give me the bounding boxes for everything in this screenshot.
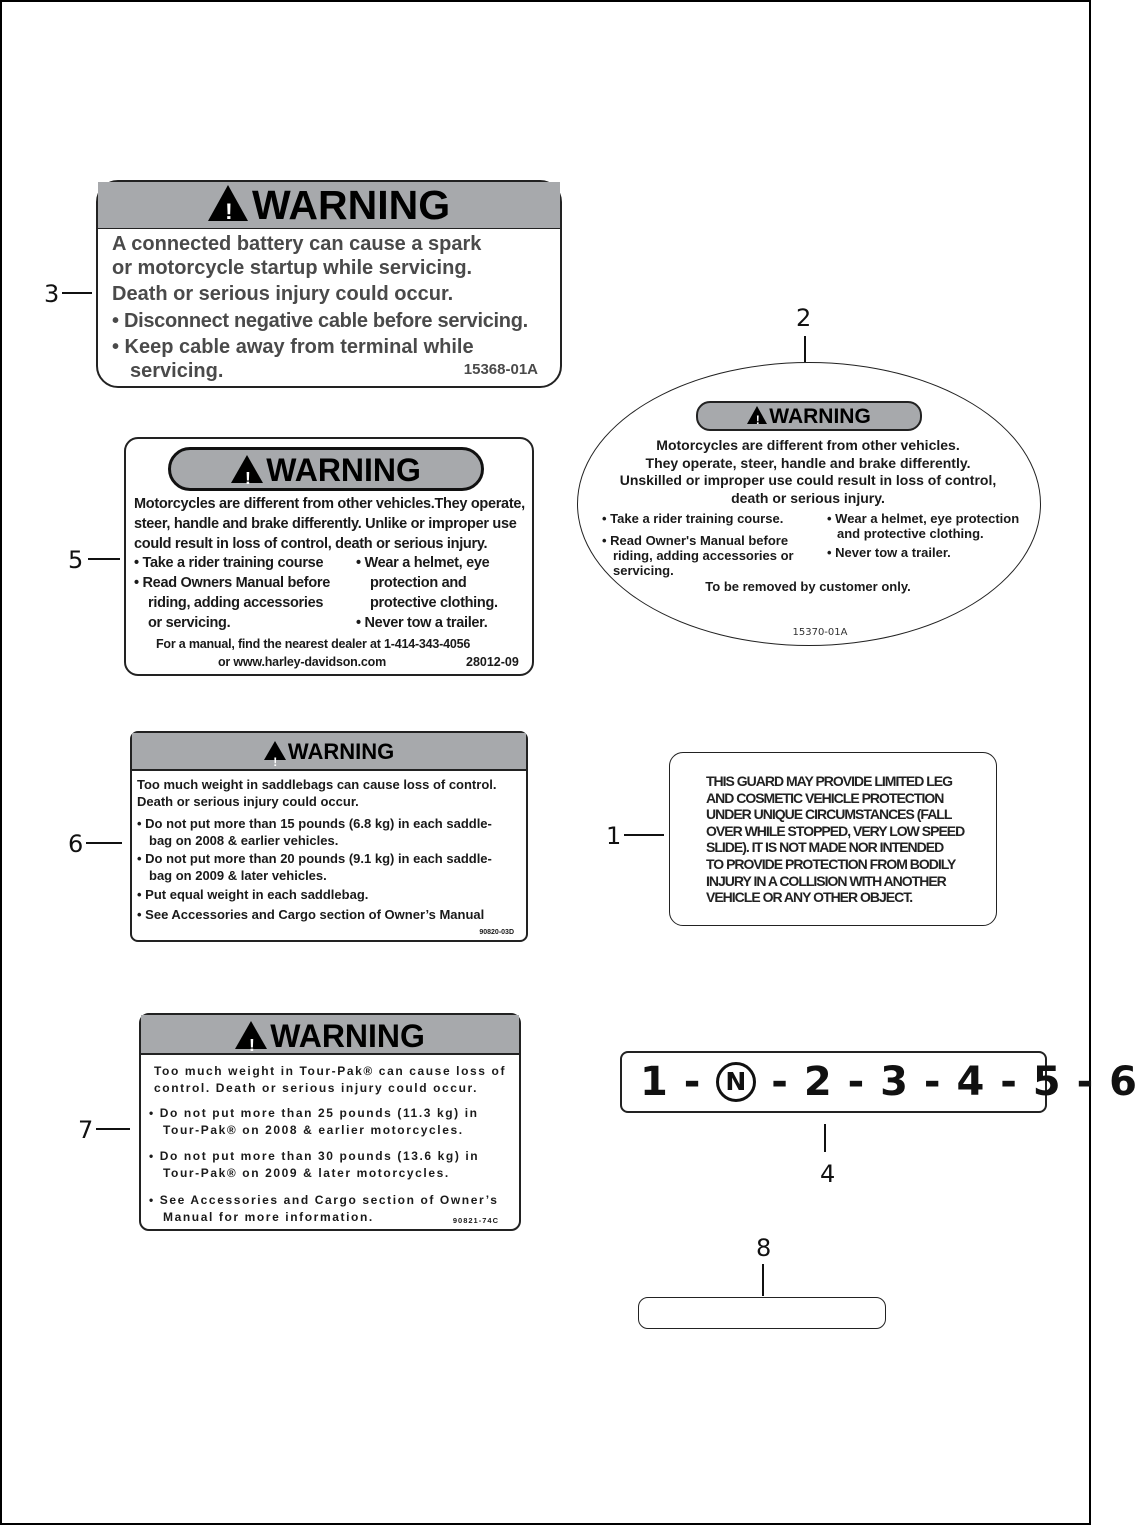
bullet-item: • Put equal weight in each saddlebag. [137,887,369,902]
footer-note: To be removed by customer only. [705,579,911,594]
label-6-body [137,777,497,923]
bullet-item-continuation: bag on 2009 & later vehicles. [149,867,327,883]
callout-1: 1 [606,822,622,850]
separator: - [1000,1059,1018,1105]
leader-line-7 [96,1128,130,1130]
gear-2: 2 [803,1059,833,1105]
leader-line-1 [624,834,664,836]
body-line: UNDER UNIQUE CIRCUMSTANCES (FALL [706,806,952,823]
bullet-item: • Do not put more than 15 pounds (6.8 kg) in each saddle- [137,816,492,831]
leader-line-6 [86,842,122,844]
bullet-item: • Take a rider training course. [602,511,784,526]
bullet-item: • Do not put more than 20 pounds (9.1 kg) in each saddle- [137,851,492,866]
leader-line-8 [762,1264,764,1296]
gear-1: 1 [640,1059,669,1105]
callout-6: 6 [68,830,84,858]
body-line: INJURY IN A COLLISION WITH ANOTHER [706,872,946,889]
body-line: could result in loss of control, death or serious injury. [134,536,488,552]
bullet-item: • See Accessories and Cargo section of Owner’s [149,1193,499,1207]
bullet-item: • Do not put more than 25 pounds (11.3 kg) in [149,1106,479,1120]
body-line: They operate, steer, handle and brake differently. [645,454,971,471]
body-line: AND COSMETIC VEHICLE PROTECTION [706,789,944,806]
bullet-item-continuation: bag on 2008 & earlier vehicles. [149,832,339,848]
bullet-item-continuation: Manual for more information. [163,1209,374,1224]
warning-triangle-icon [231,455,263,483]
bullet-item-continuation: or servicing. [148,615,231,631]
leader-line-4 [824,1124,826,1152]
gear-5: 5 [1032,1059,1062,1105]
part-number: 90821-74C [452,1216,499,1225]
body-line: VEHICLE OR ANY OTHER OBJECT. [706,889,913,906]
bullet-item-continuation: Tour-Pak® on 2008 & earlier motorcycles. [163,1122,464,1137]
body-line: THIS GUARD MAY PROVIDE LIMITED LEG [706,773,953,789]
warning-triangle-icon [235,1021,267,1049]
bullet-item: • Wear a helmet, eye [356,555,490,571]
body-line: Too much weight in saddlebags can cause loss of control. [137,777,497,792]
bullet-item: • Never tow a trailer. [827,545,951,560]
gear-6: 6 [1109,1059,1138,1105]
warning-title: WARNING [270,1018,425,1054]
label-2-right-bullets [827,511,1019,560]
separator: - [923,1059,942,1105]
gear-4: 4 [956,1059,986,1105]
label-7-tourpak-warning [139,1013,521,1231]
bullet-item: • Keep cable away from terminal while [112,336,474,358]
label-5-right-bullets [356,553,498,633]
bullet-item: • Take a rider training course [134,555,324,571]
warning-header [141,1015,519,1055]
gear-sequence [640,1057,1138,1107]
bullet-item: • Wear a helmet, eye protection [827,511,1020,526]
bullet-item-continuation: riding, adding accessories [148,595,324,611]
bullet-item-continuation: servicing. [130,360,224,382]
bullet-item: • Read Owners Manual before [134,575,330,591]
warning-header [696,401,922,431]
label-4-gear-pattern [620,1051,1138,1113]
callout-3: 3 [44,280,60,308]
label-8-blank [638,1297,886,1329]
body-line: Death or serious injury could occur. [112,283,454,305]
body-line: TO PROVIDE PROTECTION FROM BODILY [706,855,956,872]
label-5-left-bullets [134,553,330,633]
bullet-item: • Do not put more than 30 pounds (13.6 kg) in [149,1149,480,1163]
bullet-dot-icon: • [149,1149,155,1163]
separator: - [1076,1059,1095,1105]
bullet-item-continuation: Tour-Pak® on 2009 & later motorcycles. [163,1165,450,1180]
bullet-dot-icon: • [149,1193,155,1207]
body-line: Death or serious injury could occur. [137,793,359,809]
label-2-oval-warning [577,362,1041,646]
label-7-bullets [149,1105,498,1225]
warning-header [132,733,526,771]
footer-note: For a manual, find the nearest dealer at 1-414-343-4056 [156,637,471,651]
label-6-saddlebag-warning [130,731,528,942]
body-line: or motorcycle startup while servicing. [112,257,473,279]
label-1-body [706,773,964,906]
separator: - [683,1059,702,1105]
neutral-icon: N [716,1062,756,1102]
bullet-item: • Never tow a trailer. [356,615,488,631]
bullet-item-continuation: protection and [370,575,467,591]
label-1-guard-notice [669,752,997,926]
warning-triangle-icon [264,741,286,760]
bullet-item-continuation: servicing. [613,563,674,578]
body-line: control. Death or serious injury could occur. [154,1080,479,1095]
body-line: steer, handle and brake differently. Unlike or improper use [134,516,517,532]
bullet-item: • Disconnect negative cable before servicing. [112,310,528,332]
bullet-item-continuation: riding, adding accessories or [613,548,794,563]
callout-7: 7 [78,1116,94,1144]
warning-triangle-icon [208,185,248,221]
part-number: 90820-03D [479,929,514,936]
leader-line-5 [88,558,120,560]
callout-5: 5 [68,546,84,574]
label-5-body [134,494,525,554]
warning-title: WARNING [769,405,871,428]
label-2-body [578,437,1038,507]
body-line: SLIDE). IT IS NOT MADE NOR INTENDED [706,839,944,856]
leader-line-3 [62,292,92,294]
part-number: 15370-01A [792,627,848,638]
warning-header [98,182,560,229]
body-line: death or serious injury. [731,489,885,506]
body-line: Unskilled or improper use could result in loss of control, [619,472,997,488]
separator: - [771,1059,789,1105]
separator: - [847,1059,866,1105]
warning-title: WARNING [266,452,421,488]
callout-8: 8 [756,1234,772,1262]
bullet-dot-icon: • [149,1106,155,1120]
callout-2: 2 [796,304,812,332]
bullet-item: • Read Owner's Manual before [602,533,789,548]
part-number: 28012-09 [466,655,519,669]
body-line: Too much weight in Tour-Pak® can cause loss of [154,1064,507,1078]
bullet-item-continuation: and protective clothing. [837,526,984,541]
body-line: OVER WHILE STOPPED, VERY LOW SPEED [706,822,965,839]
warning-title: WARNING [287,739,395,764]
warning-header [168,447,484,491]
gear-3: 3 [880,1059,909,1105]
body-line: Motorcycles are different from other vehicles.They operate, [134,496,525,512]
label-3-battery-warning [96,180,562,388]
callout-4: 4 [820,1160,836,1188]
label-2-left-bullets [602,511,794,578]
label-5-warning [124,437,534,676]
bullet-item: • See Accessories and Cargo section of Owner’s Manual [137,906,485,922]
part-number: 15368-01A [463,361,538,378]
body-line: Motorcycles are different from other vehicles. [656,437,960,453]
warning-triangle-icon [747,406,767,424]
body-line: A connected battery can cause a spark [112,233,482,255]
bullet-item-continuation: protective clothing. [370,595,498,611]
label-7-body [154,1063,506,1096]
leader-line-2 [804,336,806,362]
footer-website: or www.harley-davidson.com [218,655,386,669]
warning-title: WARNING [251,182,451,228]
